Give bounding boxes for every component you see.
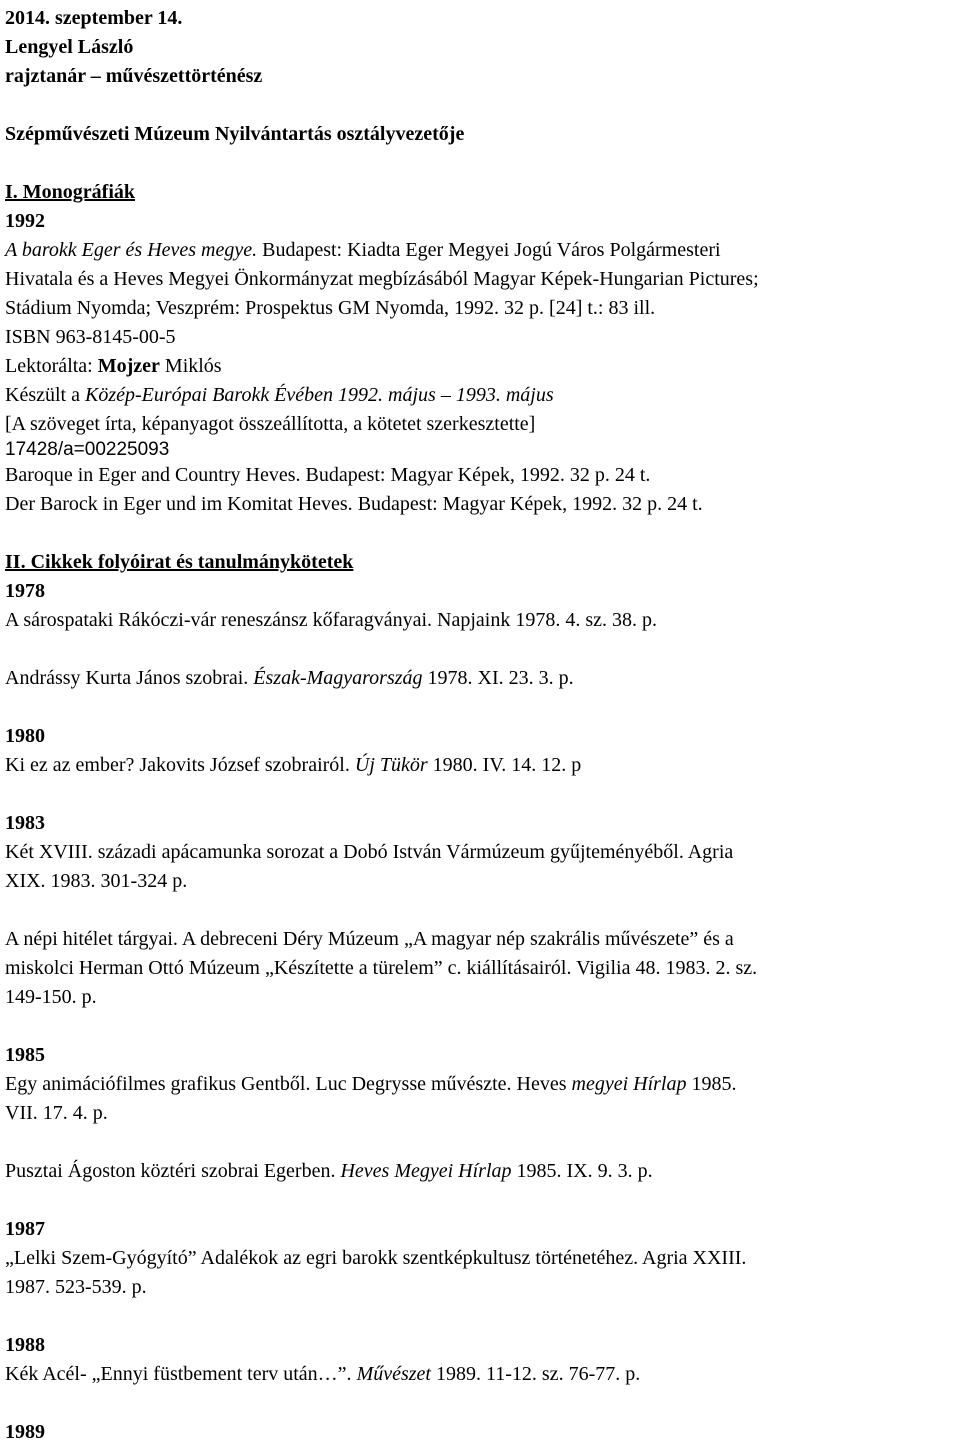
year-heading-1987: 1987 xyxy=(5,1218,45,1240)
entry-1985-a-line1: Egy animációfilmes grafikus Gentből. Luc Degrysse művészte. Heves megyei Hírlap 1985. xyxy=(5,1073,737,1095)
section-title-monographs: I. Monográfiák xyxy=(5,181,135,203)
entry-1992-line1: A barokk Eger és Heves megye. Budapest: Kiadta Eger Megyei Jogú Város Polgármesteri xyxy=(5,239,721,261)
entry-1985-b: Pusztai Ágoston köztéri szobrai Egerben. Heves Megyei Hírlap 1985. IX. 9. 3. p. xyxy=(5,1160,653,1182)
entry-1992-catalog-number: 17428/a=00225093 xyxy=(5,439,170,460)
entry-1983-b-line2: miskolci Herman Ottó Múzeum „Készítette a türelem” c. kiállításairól. Vigilia 48. 1983. 2. sz. xyxy=(5,957,758,979)
entry-1992-german: Der Barock in Eger und im Komitat Heves. Budapest: Magyar Képek, 1992. 32 p. 24 t. xyxy=(5,493,703,515)
entry-1983-b-line3: 149-150. p. xyxy=(5,986,97,1008)
entry-1983-a-line1: Két XVIII. századi apácamunka sorozat a Dobó István Vármúzeum gyűjteményéből. Agria xyxy=(5,841,734,863)
entry-1992-line2: Hivatala és a Heves Megyei Önkormányzat megbízásából Magyar Képek-Hungarian Pictures; xyxy=(5,268,759,290)
year-heading-1985: 1985 xyxy=(5,1044,45,1066)
entry-1992-keszult: Készült a Közép-Európai Barokk Évében 1992. május – 1993. május xyxy=(5,384,554,406)
year-heading-1978: 1978 xyxy=(5,580,45,602)
entry-1987-line1: „Lelki Szem-Gyógyító” Adalékok az egri barokk szentképkultusz történetéhez. Agria XXIII. xyxy=(5,1247,747,1269)
year-heading-1988: 1988 xyxy=(5,1334,45,1356)
entry-1978-b: Andrássy Kurta János szobrai. Észak-Magyarország 1978. XI. 23. 3. p. xyxy=(5,667,574,689)
entry-1992-title: A barokk Eger és Heves megye. xyxy=(5,239,258,261)
entry-1983-b-line1: A népi hitélet tárgyai. A debreceni Déry Múzeum „A magyar nép szakrális művészete” és a xyxy=(5,928,734,950)
entry-1988: Kék Acél- „Ennyi füstbement terv után…”. Művészet 1989. 11-12. sz. 76-77. p. xyxy=(5,1363,641,1385)
entry-1992-english: Baroque in Eger and Country Heves. Budapest: Magyar Képek, 1992. 32 p. 24 t. xyxy=(5,464,651,486)
entry-1978-a: A sárospataki Rákóczi-vár reneszánsz kőfaragványai. Napjaink 1978. 4. sz. 38. p. xyxy=(5,609,658,631)
section-title-articles: II. Cikkek folyóirat és tanulmánykötetek xyxy=(5,551,354,573)
author-profession: rajztanár – művészettörténész xyxy=(5,65,263,87)
entry-1980: Ki ez az ember? Jakovits József szobrairól. Új Tükör 1980. IV. 14. 12. p xyxy=(5,754,582,776)
entry-1985-a-line2: VII. 17. 4. p. xyxy=(5,1102,108,1124)
author-name: Lengyel László xyxy=(5,36,134,58)
year-heading-1983: 1983 xyxy=(5,812,45,834)
year-heading-1980: 1980 xyxy=(5,725,45,747)
document-date: 2014. szeptember 14. xyxy=(5,7,183,29)
entry-1992-isbn: ISBN 963-8145-00-5 xyxy=(5,326,176,348)
entry-1992-line3: Stádium Nyomda; Veszprém: Prospektus GM Nyomda, 1992. 32 p. [24] t.: 83 ill. xyxy=(5,297,656,319)
entry-1983-a-line2: XIX. 1983. 301-324 p. xyxy=(5,870,188,892)
entry-1992-note: [A szöveget írta, képanyagot összeállította, a kötetet szerkesztette] xyxy=(5,413,536,435)
entry-1992-lektor: Lektorálta: Mojzer Miklós xyxy=(5,355,222,377)
year-heading-1989: 1989 xyxy=(5,1421,45,1443)
author-position: Szépművészeti Múzeum Nyilvántartás osztályvezetője xyxy=(5,123,465,145)
year-heading-1992: 1992 xyxy=(5,210,45,232)
entry-1987-line2: 1987. 523-539. p. xyxy=(5,1276,147,1298)
